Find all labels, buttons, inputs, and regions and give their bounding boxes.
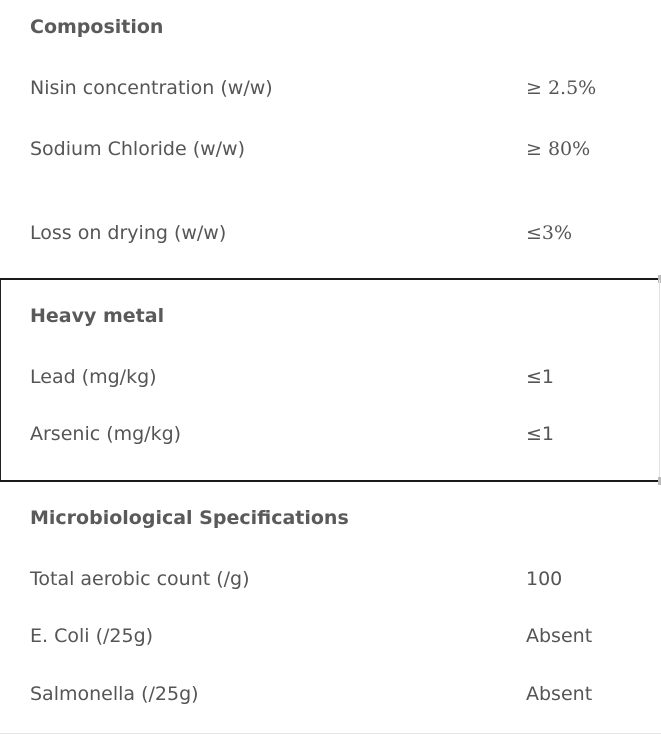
e-coli-label: E. Coli (/25g) (30, 625, 154, 647)
e-coli-value: Absent (526, 625, 593, 647)
total-aerobic-count-label: Total aerobic count (/g) (30, 568, 250, 590)
nisin-concentration-label: Nisin concentration (w/w) (30, 77, 273, 99)
lead-value: ≤1 (526, 366, 555, 388)
arsenic-label: Arsenic (mg/kg) (30, 423, 182, 445)
total-aerobic-count-value: 100 (526, 568, 563, 590)
composition-heading: Composition (30, 16, 164, 38)
section-frame-left (0, 280, 1, 482)
salmonella-label: Salmonella (/25g) (30, 683, 199, 705)
table-bottom-border (0, 733, 661, 734)
section-divider-bottom (0, 480, 659, 482)
sodium-chloride-label: Sodium Chloride (w/w) (30, 138, 246, 160)
arsenic-value: ≤1 (526, 423, 555, 445)
loss-on-drying-label: Loss on drying (w/w) (30, 222, 227, 244)
microbiological-heading: Microbiological Specifications (30, 507, 349, 529)
heavy-metal-heading: Heavy metal (30, 305, 165, 327)
lead-label: Lead (mg/kg) (30, 366, 157, 388)
loss-on-drying-value: ≤3% (526, 222, 573, 244)
salmonella-value: Absent (526, 683, 593, 705)
sodium-chloride-value: ≥ 80% (526, 138, 591, 160)
section-frame-right (659, 280, 660, 482)
section-divider-top (0, 278, 659, 280)
nisin-concentration-value: ≥ 2.5% (526, 77, 597, 99)
